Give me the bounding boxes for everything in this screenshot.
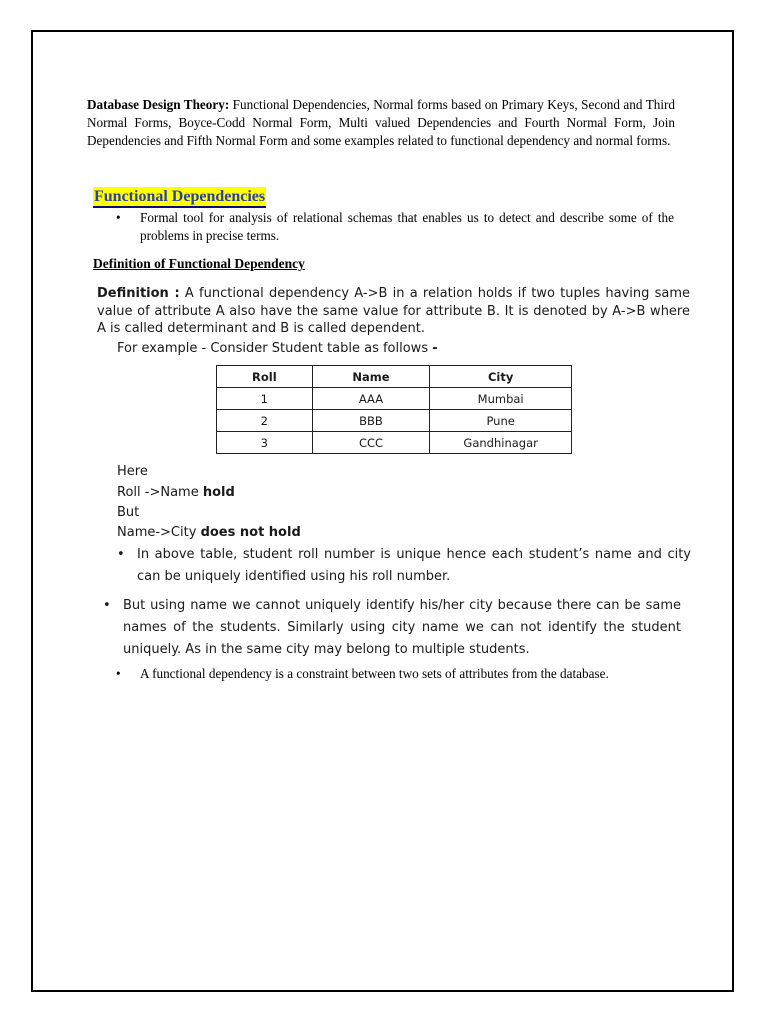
text-but: But (117, 505, 140, 520)
table-cell: Pune (430, 410, 572, 432)
definition-heading: Definition of Functional Dependency (93, 256, 305, 271)
definition-paragraph (97, 285, 690, 338)
table-row (217, 432, 572, 454)
table-cell: Mumbai (430, 388, 572, 410)
table-cell: 1 (217, 388, 313, 410)
bullet-item-roll-unique (117, 544, 691, 588)
bullet-text: But using name we cannot uniquely identify his/her city because there can be same names of the students. Similarly using city name we can not identify the student uniquely. As in the same city may belong to multiple students. (123, 598, 681, 657)
text-roll-name-hold (117, 484, 235, 501)
bullet-text: In above table, student roll number is unique hence each student’s name and city can be uniquely identified using his roll number. (137, 547, 691, 584)
name-city-expr: Name->City (117, 525, 201, 540)
bullet-item-name-city (103, 595, 681, 661)
roll-name-expr: Roll ->Name (117, 485, 203, 500)
student-table (216, 365, 572, 454)
table-cell: 2 (217, 410, 313, 432)
intro-paragraph (87, 96, 675, 150)
bullet-text: A functional dependency is a constraint between two sets of attributes from the database. (140, 666, 609, 681)
table-cell: 3 (217, 432, 313, 454)
example-line (117, 340, 438, 357)
column-header-city: City (430, 366, 572, 388)
bullet-item-formal-tool (116, 209, 674, 245)
bullet-text: Formal tool for analysis of relational schemas that enables us to detect and describe some of the problems in precise terms. (140, 210, 674, 243)
example-prefix: For example - (117, 341, 211, 356)
table-header-row (217, 366, 572, 388)
table-row (217, 388, 572, 410)
bullet-dot: • (117, 547, 125, 562)
table-row (217, 410, 572, 432)
column-header-name: Name (312, 366, 430, 388)
table-cell: Gandhinagar (430, 432, 572, 454)
hold-word: hold (202, 485, 235, 500)
table-cell: AAA (312, 388, 430, 410)
column-header-roll: Roll (217, 366, 313, 388)
example-dash: - (432, 341, 438, 356)
definition-text: A functional dependency A->B in a relation holds if two tuples having same value of attribute A also have the same value for attribute B. It is denoted by A->B where A is called determinant and B is called dependent. (97, 286, 690, 336)
text-here: Here (117, 464, 148, 479)
bullet-dot: • (116, 666, 121, 681)
section-heading-functional-dependencies: Functional Dependencies (93, 187, 266, 208)
definition-label: Definition : (97, 286, 180, 301)
intro-text: Functional Dependencies, Normal forms based on Primary Keys, Second and Third Normal Forms, Boyce-Codd Normal Form, Multi valued Dependencies and Fourth Normal Form, Join Dependencies and Fifth Normal Form and some examples related to functional dependency and normal forms. (87, 97, 675, 148)
bullet-dot: • (116, 210, 121, 225)
bullet-dot: • (103, 598, 111, 613)
bullet-item-constraint (116, 665, 674, 683)
table-cell: CCC (312, 432, 430, 454)
example-text: Consider Student table as follows (210, 341, 433, 356)
does-not-hold-words: does not hold (200, 525, 301, 540)
table-cell: BBB (312, 410, 430, 432)
intro-label: Database Design Theory: (87, 97, 230, 112)
text-name-city-not-hold (117, 524, 301, 541)
